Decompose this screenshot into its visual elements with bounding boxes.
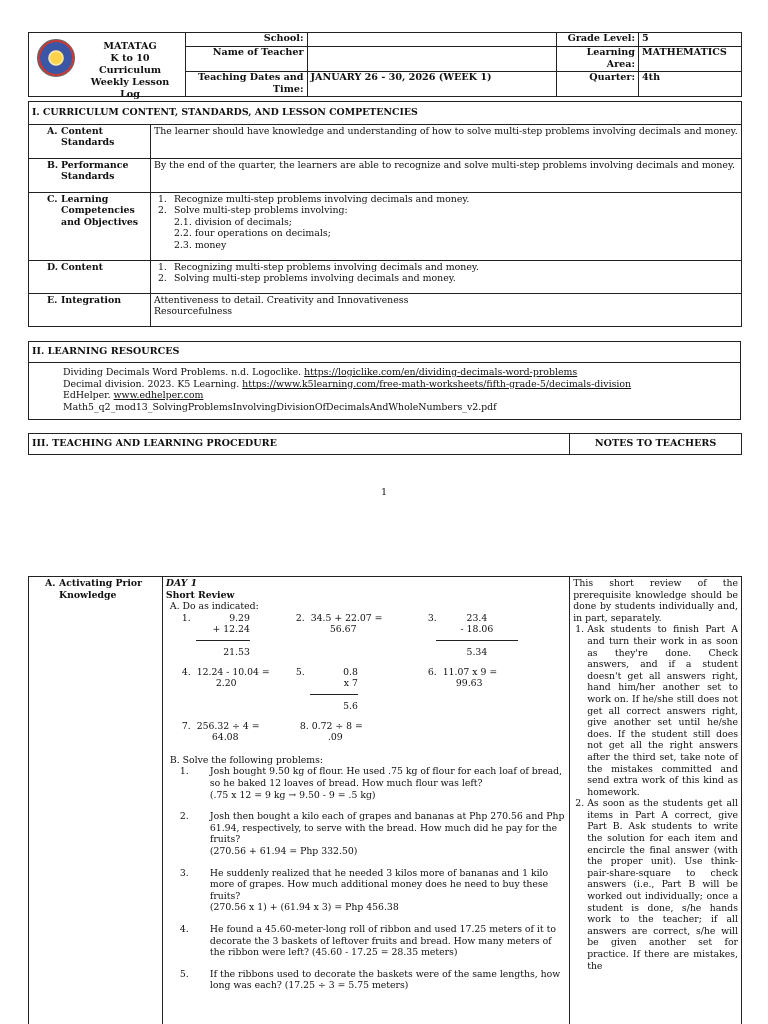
header-logo-cell xyxy=(29,33,186,100)
school-value xyxy=(307,33,557,47)
content-standards-text: The learner should have knowledge and understanding of how to solve multi-step problems involving decimals and money. xyxy=(150,125,741,159)
content-label: D. Content xyxy=(29,261,151,294)
resource-link[interactable]: https://www.k5learning.com/free-math-worksheets/fifth-grade-5/decimals-division xyxy=(242,378,632,390)
header-table xyxy=(28,32,742,100)
resource-link[interactable]: www.edhelper.com xyxy=(113,390,204,402)
competencies-text xyxy=(150,193,741,261)
procedure-table xyxy=(28,576,742,1024)
teacher-label: Name of Teacher xyxy=(185,47,307,72)
area-label: Learning Area: xyxy=(557,47,639,72)
competencies-label: C. Learning Competencies and Objectives xyxy=(29,193,151,261)
performance-standards-text: By the end of the quarter, the learners are able to recognize and solve multi-step problems involving decimals and money. xyxy=(150,159,741,193)
math-row xyxy=(166,613,566,665)
area-value: MATHEMATICS xyxy=(639,47,742,72)
list-item: 5. If the ribbons used to decorate the baskets were of the same lengths, how long was each? (17.25 ÷ 3 = 5.75 meters) xyxy=(179,968,561,992)
list-item: 1. Ask students to finish Part A and turn their work in as soon as they're done. Check answers, and if a student doesn't get all answers right, hand him/her another set to work on. If he/she still does not get all correct answers right, give another set until he/she does. If the student still does not get all the right answers after the third set, take note of the mistakes committed and send extra work of this kind as homework. xyxy=(575,624,738,798)
notes-intro: This short review of the prerequisite knowledge should be done by students individually and, in part, separately. xyxy=(573,578,738,624)
dates-value: JANUARY 26 - 30, 2026 (WEEK 1) xyxy=(307,72,557,97)
list-item: 4. He found a 45.60-meter-long roll of ribbon and used 17.25 meters of it to decorate the 3 baskets of leftover fruits and bread. How many meters of the ribbon were left? (45.60 - 17.25 = 28.35 meters) xyxy=(179,923,556,959)
deped-seal-icon xyxy=(37,39,75,77)
word-problems xyxy=(166,766,566,992)
part-b-instruction: B. Solve the following problems: xyxy=(169,754,324,766)
list-item: 2. Solving multi-step problems involving decimals and money. xyxy=(157,273,456,285)
list-item: 2.2. four operations on decimals; xyxy=(173,228,331,240)
resource-item: Decimal division. 2023. K5 Learning. https://www.k5learning.com/free-math-worksheets/fifth-grade-5/decimals-division xyxy=(63,378,632,390)
section3-title: III. TEACHING AND LEARNING PROCEDURE xyxy=(29,434,570,455)
log-title: MATATAG K to 10 Curriculum Weekly Lesson Log xyxy=(90,41,170,100)
list-item: 1. Recognize multi-step problems involving decimals and money. xyxy=(157,194,470,205)
notes-to-teachers xyxy=(570,577,742,1024)
problem-3: 3. 23.4 - 18.06 5.34 xyxy=(428,613,437,625)
list-item: 1. Josh bought 9.50 kg of flour. He used .75 kg of flour for each loaf of bread, so he baked 12 loaves of bread. How much flour was left? (.75 x 12 = 9 kg → 9.50 - 9 = .5 kg) xyxy=(179,766,563,801)
problem-7: 7. 256.32 ÷ 4 = 64.08 xyxy=(181,720,260,744)
curriculum-table xyxy=(28,101,742,327)
activity-content xyxy=(162,577,569,1024)
section2-title: II. LEARNING RESOURCES xyxy=(29,342,740,363)
resource-item: Math5_q2_mod13_SolvingProblemsInvolvingDivisionOfDecimalsAndWholeNumbers_v2.pdf xyxy=(63,401,497,413)
list-item: 2. Solve multi-step problems involving: xyxy=(157,205,348,217)
quarter-label: Quarter: xyxy=(557,72,639,97)
math-row xyxy=(166,665,566,721)
quarter-value: 4th xyxy=(639,72,742,97)
list-item: 2. Josh then bought a kilo each of grapes and bananas at Php 270.56 and Php 61.94, respectively, to serve with the bread. How much did he pay for the fruits? (270.56 + 61.94 = Php 332.50) xyxy=(179,811,565,857)
problem-2: 2. 34.5 + 22.07 = 56.67 xyxy=(295,612,383,636)
school-label: School: xyxy=(185,33,307,47)
integration-label: E. Integration xyxy=(29,294,151,327)
integration-text: Attentiveness to detail. Creativity and Innovativeness Resourcefulness xyxy=(150,294,741,327)
problem-4: 4. 12.24 - 10.04 = 2.20 xyxy=(181,666,270,690)
resource-link[interactable]: https://logiclike.com/en/dividing-decimals-word-problems xyxy=(304,367,578,378)
resource-item: Dividing Decimals Word Problems. n.d. Logoclike. https://logiclike.com/en/dividing-decimals-word-problems xyxy=(63,367,578,378)
problem-5: 5. 0.8 x 7 5.6 xyxy=(295,666,358,712)
review-heading: Short Review xyxy=(165,589,235,601)
problem-6: 6. 11.07 x 9 = 99.63 xyxy=(427,666,498,690)
list-item: 3. He suddenly realized that he needed 3 kilos more of bananas and 1 kilo more of grapes. How much additional money does he need to buy these fruits? (270.56 x 1) + (61.94 x 3) = Php 456.38 xyxy=(179,867,549,914)
page-number: 1 xyxy=(380,487,388,498)
grade-value: 5 xyxy=(639,33,742,47)
content-text xyxy=(150,261,741,294)
day-label: DAY 1 xyxy=(165,578,198,589)
math-row xyxy=(166,721,566,755)
resources-list xyxy=(29,363,740,419)
procedure-header-table xyxy=(28,433,742,455)
learning-resources xyxy=(28,341,741,420)
grade-label: Grade Level: xyxy=(557,33,639,47)
performance-standards-label: B. Performance Standards xyxy=(29,159,151,193)
section1-title: I. CURRICULUM CONTENT, STANDARDS, AND LESSON COMPETENCIES xyxy=(29,102,742,125)
list-item: 1. Recognizing multi-step problems involving decimals and money. xyxy=(157,262,479,273)
activity-label: A. Activating Prior Knowledge xyxy=(29,577,163,1024)
problem-8: 8. 0.72 ÷ 8 = .09 xyxy=(299,720,363,744)
resource-item: EdHelper. www.edhelper.com xyxy=(63,390,204,402)
dates-label: Teaching Dates and Time: xyxy=(185,72,307,97)
content-standards-label: A. Content Standards xyxy=(29,125,151,159)
list-item: 2.3. money xyxy=(173,239,227,251)
list-item: 2.1. division of decimals; xyxy=(173,216,292,228)
problem-1: 1. 9.29 + 12.24 21.53 xyxy=(181,612,250,658)
list-item: 2. As soon as the students get all items in Part A correct, give Part B. Ask students to write the solution for each item and encircle the final answer (with the proper unit). Use think-pair-share-square to check answers (i.e., Part B will be worked out individually; once a student is done, s/he hands work to the teacher; if all answers are correct, s/he will be given another set for practice. If there are mistakes, the xyxy=(575,798,738,972)
teacher-value xyxy=(307,47,557,72)
notes-title: NOTES TO TEACHERS xyxy=(570,434,742,455)
part-a-instruction: A. Do as indicated: xyxy=(169,601,259,613)
